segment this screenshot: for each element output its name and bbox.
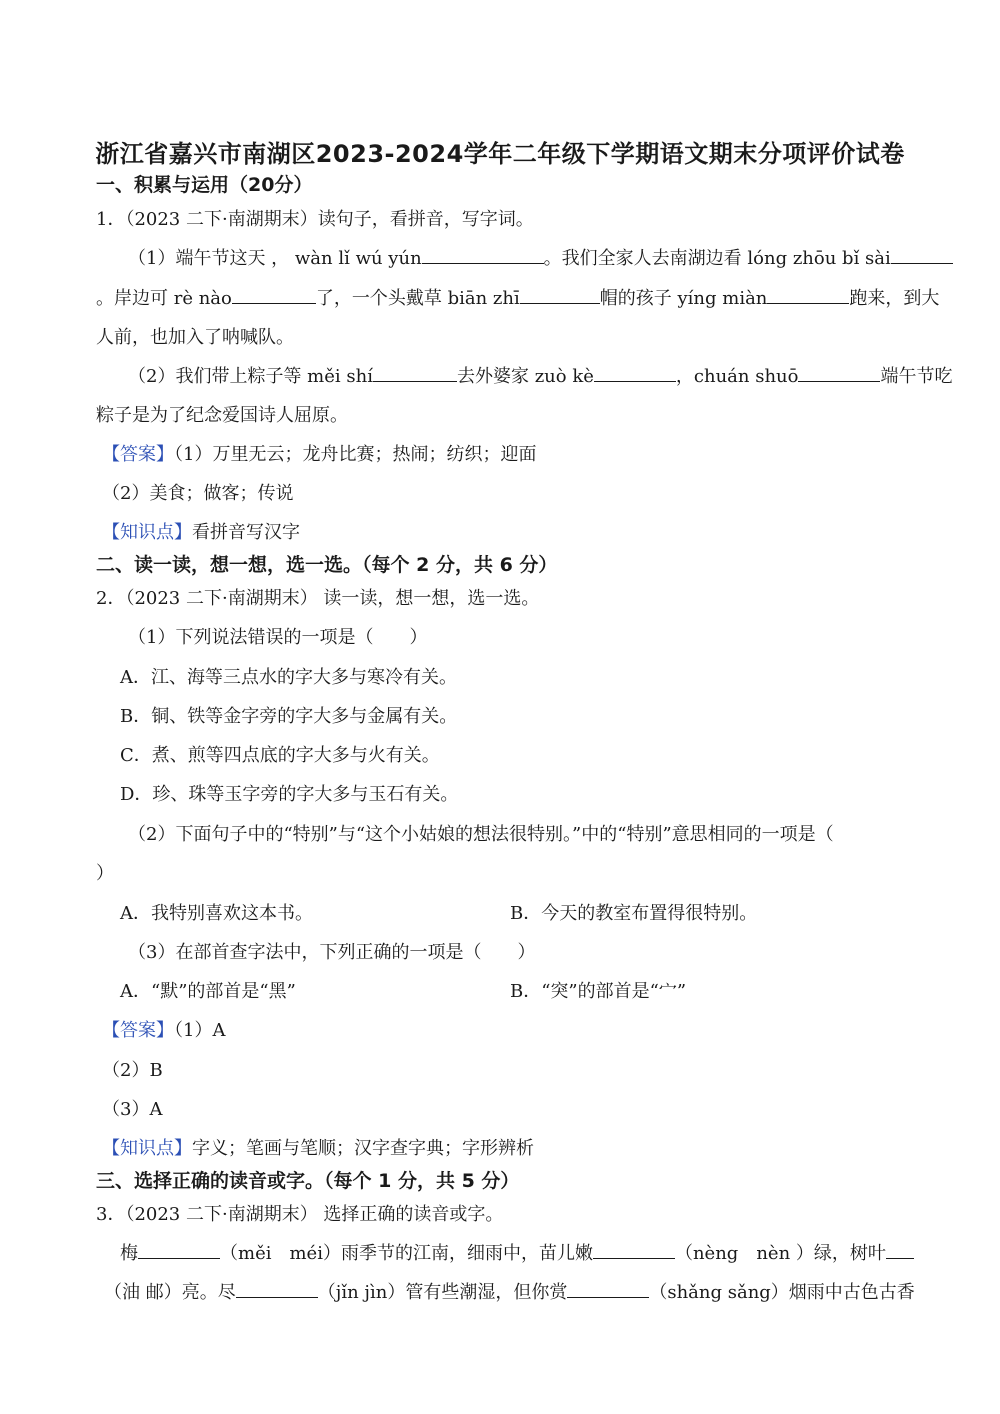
q3-text: （měi méi）雨季节的江南，细雨中，苗儿嫩 [220,1243,593,1264]
q1-knowledge-point [102,518,300,544]
answer-blank[interactable] [236,1279,318,1298]
knowledge-tag: 【知识点】 [102,1138,192,1159]
q1-text: 。岸边可 rè nào [96,288,232,309]
q3-line-2 [104,1278,915,1304]
q1-text: （1）端午节这天 ， wàn lǐ wú yún [128,248,422,269]
answer-blank[interactable] [798,363,880,382]
q1-text: 了，一个头戴草 biān zhī [315,288,520,309]
q2-option-a: A．江、海等三点水的字大多与寒冷有关。 [120,667,457,688]
q2-option-c: C．煮、煎等四点底的字大多与火有关。 [120,745,440,766]
q1-line-4 [128,362,952,388]
answer-blank[interactable] [232,285,316,304]
q2-answer-2: （2）B [102,1060,163,1081]
q1-text: 帽的孩子 yíng miàn [599,288,768,309]
answer-blank[interactable] [767,285,849,304]
q1-text: ，chuán shuō [675,366,799,387]
q1-line-5: 粽子是为了纪念爱国诗人屈原。 [96,405,348,426]
q1-text: 。我们全家人去南湖边看 lóng zhōu bǐ sài [543,248,891,269]
q3-text: （shǎng sǎng）烟雨中古色古香 [649,1282,915,1303]
knowledge-text: 看拼音写汉字 [192,522,300,543]
q3-text: （油 邮）亮。尽 [104,1282,236,1303]
q3-text: 梅 [120,1243,138,1264]
q2-part-2: （2）下面句子中的“特别”与“这个小姑娘的想法很特别。”中的“特别”意思相同的一项是（ [128,824,834,845]
q2-option-b: B．铜、铁等金字旁的字大多与金属有关。 [120,706,458,727]
answer-blank[interactable] [891,245,953,264]
page-title: 浙江省嘉兴市南湖区2023-2024学年二年级下学期语文期末分项评价试卷 [95,140,905,168]
section-1-heading: 一、积累与运用（20分） [96,174,313,196]
answer-blank[interactable] [593,1240,675,1259]
q2-part-2-option-b: B．今天的教室布置得很特别。 [510,903,758,924]
q1-line-3: 人前，也加入了呐喊队。 [96,327,294,348]
q2-option-d: D．珍、珠等玉字旁的字大多与玉石有关。 [120,784,459,805]
answer-blank[interactable] [520,285,600,304]
answer-blank[interactable] [594,363,676,382]
q2-part-1: （1）下列说法错误的一项是（ ） [128,627,428,648]
answer-text: （1）A [174,1020,226,1041]
q1-text: 去外婆家 zuò kè [456,366,594,387]
q2-answer [102,1016,225,1042]
q3-stem: 3．（2023 二下·南湖期末） 选择正确的读音或字。 [96,1204,504,1225]
q3-text: （jǐn jìn）管有些潮湿，但你赏 [317,1282,568,1303]
answer-tag: 【答案】 [102,444,174,465]
knowledge-tag: 【知识点】 [102,522,192,543]
q1-line-2 [96,284,939,310]
answer-blank[interactable] [886,1240,914,1259]
section-3-heading: 三、选择正确的读音或字。（每个 1 分，共 5 分） [96,1170,520,1192]
q2-stem: 2．（2023 二下·南湖期末） 读一读，想一想，选一选。 [96,588,540,609]
q1-answer [102,440,536,466]
section-2-heading: 二、读一读，想一想，选一选。（每个 2 分，共 6 分） [96,554,558,576]
q1-text: 跑来，到大 [849,288,940,309]
q1-stem: 1．（2023 二下·南湖期末）读句子，看拼音，写字词。 [96,209,534,230]
q3-text: （nèng nèn ）绿，树叶 [674,1243,886,1264]
q2-knowledge-point [102,1134,534,1160]
answer-blank[interactable] [138,1240,220,1259]
answer-blank[interactable] [422,245,544,264]
answer-tag: 【答案】 [102,1020,174,1041]
answer-text: （1）万里无云；龙舟比赛；热闹；纺织；迎面 [174,444,537,465]
answer-blank[interactable] [567,1279,649,1298]
q2-part-2-option-a: A．我特别喜欢这本书。 [120,903,313,924]
q2-part-3: （3）在部首查字法中，下列正确的一项是（ ） [128,942,536,963]
q1-text: 端午节吃 [880,366,953,387]
q2-part-3-option-b: B．“突”的部首是“宀” [510,981,687,1002]
q1-text: （2）我们带上粽子等 měi shí [128,366,373,387]
q2-part-3-option-a: A．“默”的部首是“黑” [120,981,296,1002]
q1-answer-2: （2）美食；做客；传说 [102,483,294,504]
q2-answer-3: （3）A [102,1099,163,1120]
answer-blank[interactable] [373,363,457,382]
q1-line-1 [128,244,953,270]
knowledge-text: 字义；笔画与笔顺；汉字查字典；字形辨析 [192,1138,534,1159]
q3-line-1 [120,1239,914,1265]
q2-part-2-end: ） [96,863,114,884]
